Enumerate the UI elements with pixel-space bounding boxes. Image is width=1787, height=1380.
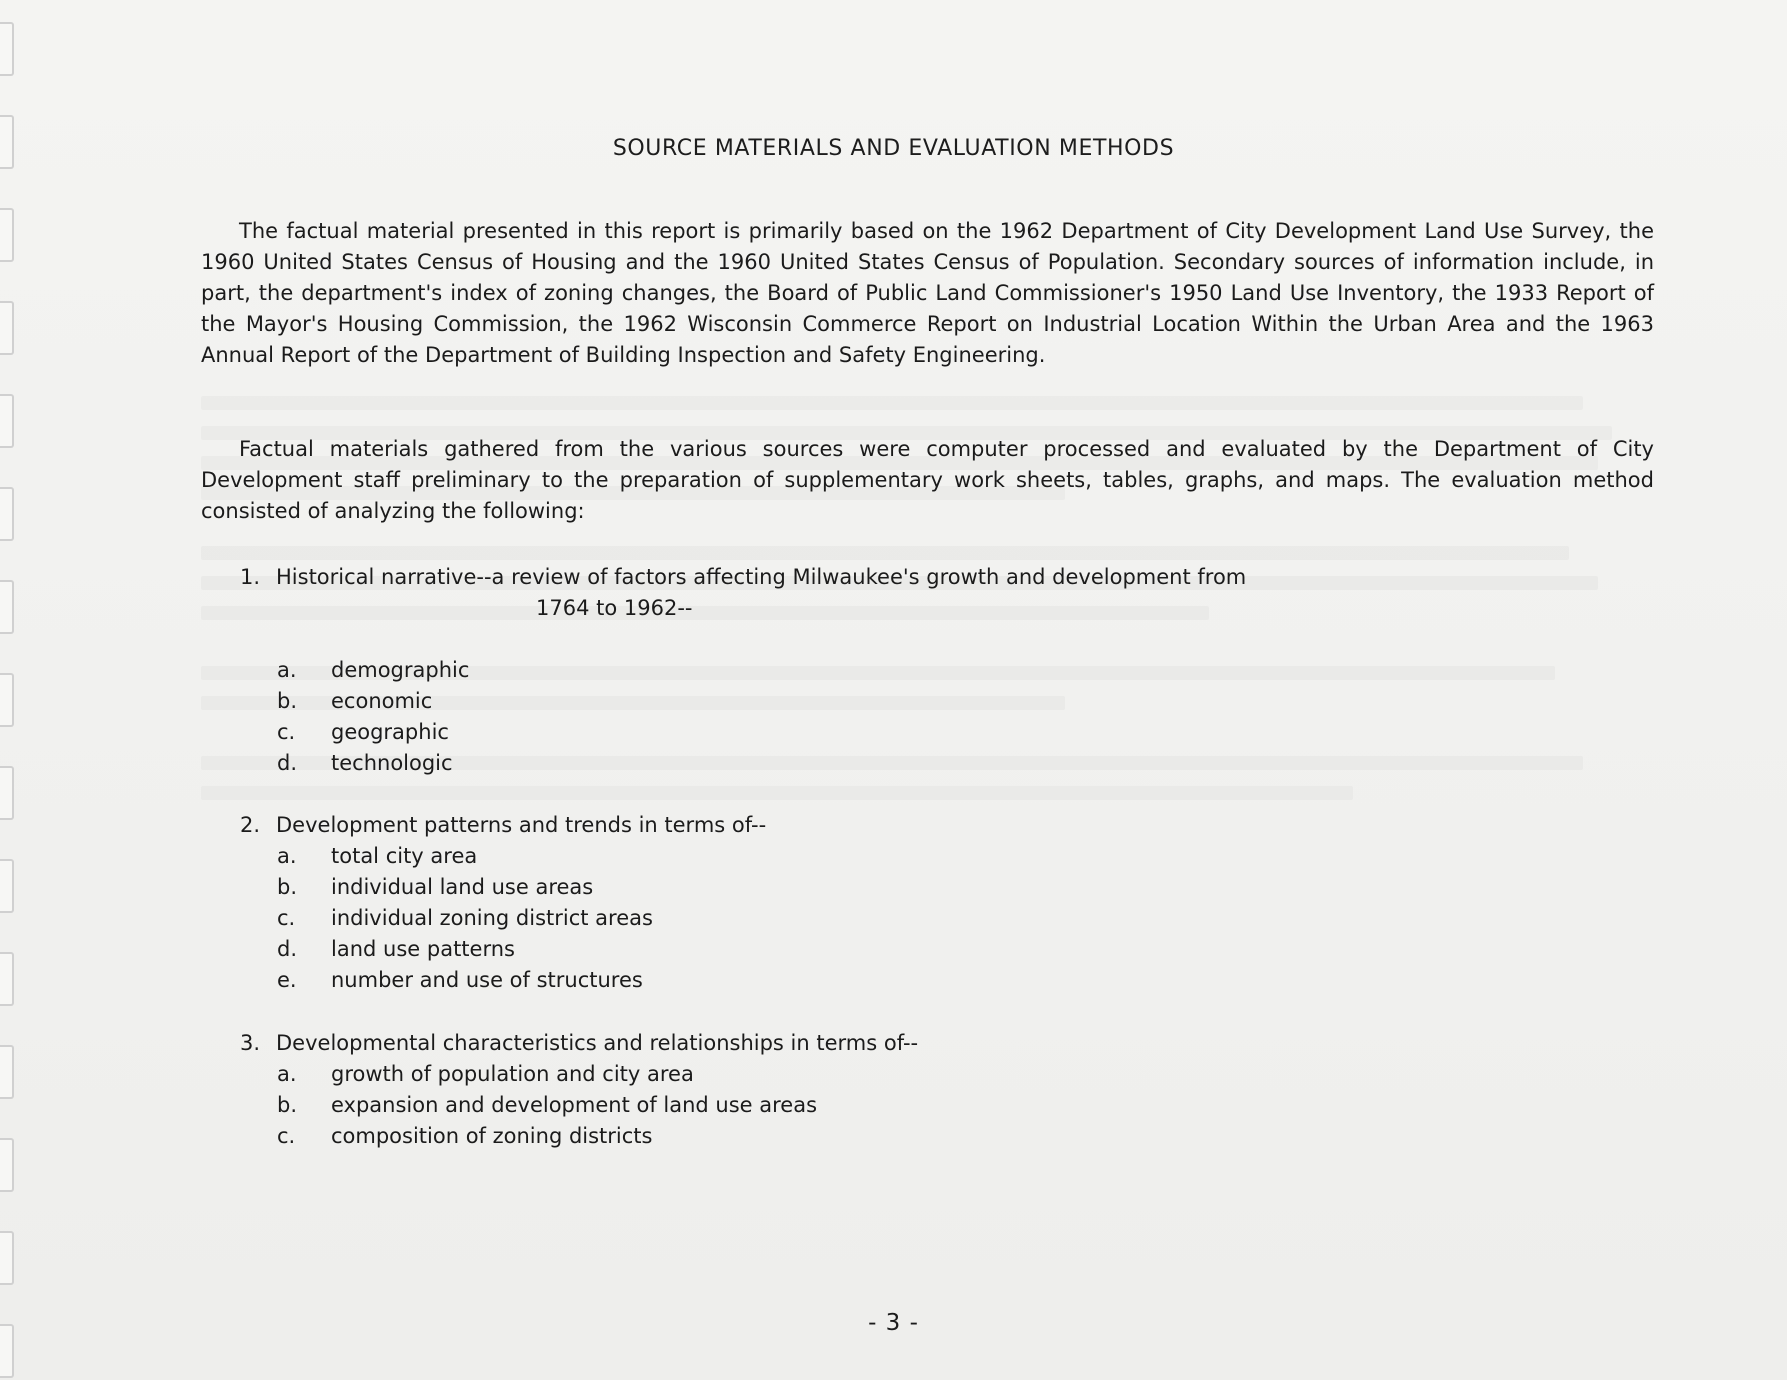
item-text: expansion and development of land use areas <box>331 1093 818 1117</box>
list-item <box>277 1090 817 1121</box>
list-item <box>277 1059 817 1090</box>
list-item-3 <box>240 1028 1640 1059</box>
list-item <box>277 655 469 686</box>
item-letter: a. <box>277 1062 297 1086</box>
item-text: geographic <box>331 720 449 744</box>
page-title: SOURCE MATERIALS AND EVALUATION METHODS <box>612 136 1175 161</box>
item-text: Developmental characteristics and relationships in terms of-- <box>276 1031 919 1055</box>
item-text: Historical narrative--a review of factors affecting Milwaukee's growth and development from <box>276 565 1247 589</box>
item-letter: e. <box>277 968 297 992</box>
item-text: individual land use areas <box>331 875 594 899</box>
list-item-2 <box>240 810 1640 841</box>
list-item <box>277 965 653 996</box>
paragraph-methods: Factual materials gathered from the various sources were computer processed and evaluated by the Department of City Development staff preliminary to the preparation of supplementary work sheets, tables, graphs, and maps. The evaluation method consisted of analyzing the following: <box>201 437 1654 523</box>
page-number: - 3 - <box>868 1310 919 1336</box>
sublist-2 <box>277 841 653 996</box>
item-text: demographic <box>331 658 470 682</box>
item-text: composition of zoning districts <box>331 1124 653 1148</box>
item-text: number and use of structures <box>331 968 643 992</box>
list-item <box>277 717 469 748</box>
item-text: growth of population and city area <box>331 1062 694 1086</box>
list-item <box>277 1121 817 1152</box>
item-text: total city area <box>331 844 478 868</box>
item-continuation: 1764 to 1962-- <box>536 596 693 620</box>
item-letter: a. <box>277 658 297 682</box>
item-text: individual zoning district areas <box>331 906 653 930</box>
item-text: technologic <box>331 751 453 775</box>
item-letter: c. <box>277 1124 296 1148</box>
item-number: 2. <box>240 813 261 837</box>
item-text: economic <box>331 689 433 713</box>
item-letter: c. <box>277 720 296 744</box>
list-item <box>277 748 469 779</box>
paragraph-sources: The factual material presented in this report is primarily based on the 1962 Department of City Development Land Use Survey, the 1960 United States Census of Housing and the 1960 United States Census of Population. Secondary sources of information include, in part, the department's index of zoning changes, the Board of Public Land Commissioner's 1950 Land Use Inventory, the 1933 Report of the Mayor's Housing Commission, the 1962 Wisconsin Commerce Report on Industrial Location Within the Urban Area and the 1963 Annual Report of the Department of Building Inspection and Safety Engineering. <box>201 219 1654 367</box>
item-number: 3. <box>240 1031 261 1055</box>
item-text: land use patterns <box>331 937 515 961</box>
list-item <box>277 686 469 717</box>
list-item <box>277 934 653 965</box>
item-letter: b. <box>277 689 298 713</box>
item-letter: a. <box>277 844 297 868</box>
sublist-1 <box>277 655 469 779</box>
item-letter: b. <box>277 1093 298 1117</box>
list-item-1 <box>240 562 1640 624</box>
item-letter: b. <box>277 875 298 899</box>
item-number: 1. <box>240 565 261 589</box>
item-letter: c. <box>277 906 296 930</box>
item-letter: d. <box>277 751 298 775</box>
item-letter: d. <box>277 937 298 961</box>
binding-holes <box>0 0 30 1380</box>
list-item <box>277 872 653 903</box>
sublist-3 <box>277 1059 817 1152</box>
list-item <box>277 841 653 872</box>
item-text: Development patterns and trends in terms of-- <box>276 813 767 837</box>
list-item <box>277 903 653 934</box>
